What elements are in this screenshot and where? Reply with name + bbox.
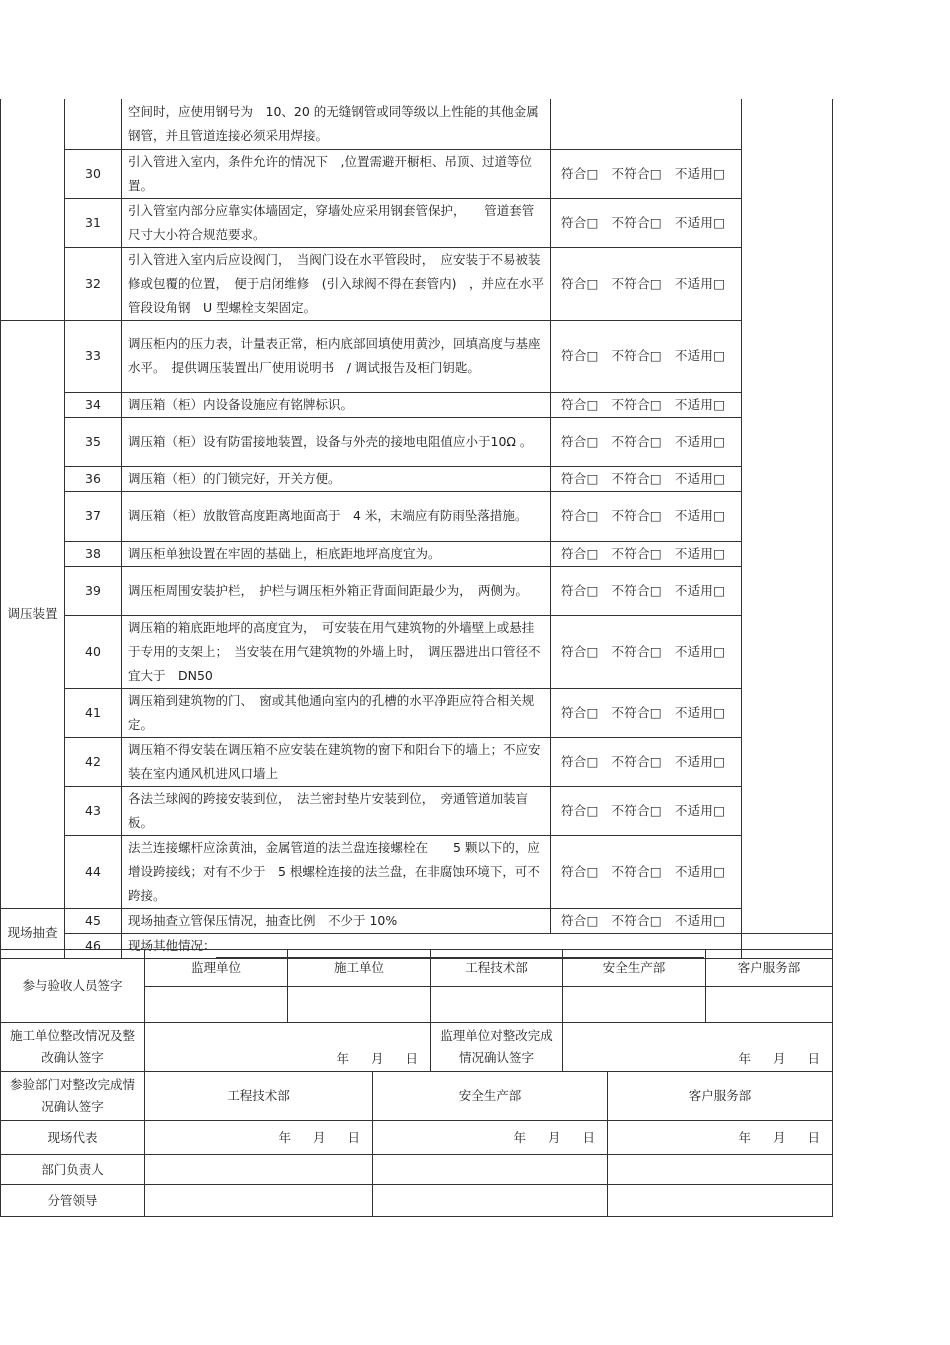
table-row	[1, 615, 833, 688]
sign-cell[interactable]	[563, 987, 706, 1023]
table-row	[1, 149, 833, 198]
day-text: 日	[347, 1129, 360, 1145]
item-description: 调压箱（柜）放散管高度距离地面高于 4 米，末端应有防雨坠落措施。	[122, 491, 551, 541]
item-result-checkboxes[interactable]: 符合□ 不符合□ 不适用□	[551, 491, 742, 541]
item-result-checkboxes[interactable]: 符合□ 不符合□ 不适用□	[551, 149, 742, 198]
item-number: 33	[65, 320, 122, 392]
item-description: 调压箱（柜）的门锁完好，开关方便。	[122, 466, 551, 491]
confirm-label: 参验部门对整改完成情况确认签字	[1, 1072, 145, 1121]
check-table	[0, 99, 833, 959]
item-number: 36	[65, 466, 122, 491]
table-row	[1, 466, 833, 491]
item-result-checkboxes[interactable]: 符合□ 不符合□ 不适用□	[551, 198, 742, 247]
item-description: 调压箱（柜）内设备设施应有铭牌标识。	[122, 392, 551, 417]
year-text: 年	[513, 1129, 526, 1145]
sign-unit-safety: 安全生产部	[563, 950, 706, 987]
item-number: 46	[65, 933, 122, 958]
site-rep-date[interactable]	[608, 1121, 833, 1155]
remark-column[interactable]	[742, 99, 833, 933]
confirm-dept-engineering: 工程技术部	[145, 1072, 373, 1121]
day-text: 日	[807, 1129, 820, 1145]
item-number: 37	[65, 491, 122, 541]
sign-cell[interactable]	[608, 1155, 833, 1185]
day-text: 日	[807, 1051, 820, 1066]
year-text: 年	[738, 1051, 751, 1066]
table-row	[1, 417, 833, 466]
sign-cell[interactable]	[145, 1155, 373, 1185]
row-site-rep: 现场代表	[1, 1121, 145, 1155]
month-text: 月	[312, 1129, 326, 1145]
confirm-dept-customer: 客户服务部	[608, 1072, 833, 1121]
table-row	[1, 491, 833, 541]
item-number: 41	[65, 688, 122, 737]
sign-cell[interactable]	[373, 1155, 608, 1185]
day-text: 日	[405, 1051, 418, 1066]
item-number	[65, 99, 122, 149]
category-chouzha: 现场抽查	[1, 908, 65, 958]
table-row	[1, 99, 833, 149]
confirm-table	[0, 1071, 833, 1217]
item-number: 34	[65, 392, 122, 417]
table-row	[1, 786, 833, 835]
construction-rectify-label: 施工单位整改情况及整改确认签字	[1, 1023, 145, 1072]
item-description: 调压箱不得安装在调压箱不应安装在建筑物的窗下和阳台下的墙上；不应安装在室内通风机进风口墙上	[122, 737, 551, 786]
site-rep-date[interactable]	[373, 1121, 608, 1155]
item-result-checkboxes[interactable]: 符合□ 不符合□ 不适用□	[551, 786, 742, 835]
item-number: 30	[65, 149, 122, 198]
item-result-checkboxes[interactable]: 符合□ 不符合□ 不适用□	[551, 908, 742, 933]
item-result-checkboxes[interactable]: 符合□ 不符合□ 不适用□	[551, 320, 742, 392]
supervision-rectify-date[interactable]	[563, 1023, 833, 1072]
item-result-checkboxes[interactable]: 符合□ 不符合□ 不适用□	[551, 615, 742, 688]
sign-unit-supervision: 监理单位	[145, 950, 288, 987]
item-result-checkboxes[interactable]: 符合□ 不符合□ 不适用□	[551, 737, 742, 786]
table-row	[1, 737, 833, 786]
table-row	[1, 320, 833, 392]
supervision-rectify-label: 监理单位对整改完成情况确认签字	[431, 1023, 563, 1072]
sign-cell[interactable]	[706, 987, 833, 1023]
item-description: 引入管室内部分应靠实体墙固定，穿墙处应采用钢套管保护， 管道套管尺寸大小符合规范要求。	[122, 198, 551, 247]
year-text: 年	[738, 1129, 751, 1145]
item-number: 42	[65, 737, 122, 786]
table-row	[1, 566, 833, 615]
month-text: 月	[772, 1051, 786, 1066]
item-description: 调压柜周围安装护栏， 护栏与调压柜外箱正背面间距最少为， 两侧为。	[122, 566, 551, 615]
sign-label: 参与验收人员签字	[1, 950, 145, 1023]
table-row	[1, 835, 833, 908]
item-number: 39	[65, 566, 122, 615]
item-number: 38	[65, 541, 122, 566]
item-description: 引入管进入室内后应设阀门， 当阀门设在水平管段时， 应安装于不易被装修或包覆的位置， 便于启闭维修 (引入球阀不得在套管内) ，并应在水平管段设角钢 U 型螺栓支架固定。	[122, 247, 551, 320]
row-leader: 分管领导	[1, 1185, 145, 1217]
sign-unit-customer: 客户服务部	[706, 950, 833, 987]
item-description: 现场抽查立管保压情况，抽查比例 不少于 10%	[122, 908, 551, 933]
item-description: 引入管进入室内，条件允许的情况下 ,位置需避开橱柜、吊顶、过道等位置。	[122, 149, 551, 198]
item-number: 43	[65, 786, 122, 835]
item-description: 调压柜单独设置在牢固的基础上，柜底距地坪高度宜为。	[122, 541, 551, 566]
table-row	[1, 198, 833, 247]
item-result-checkboxes[interactable]: 符合□ 不符合□ 不适用□	[551, 417, 742, 466]
category-cell	[1, 99, 65, 320]
item-result-checkboxes[interactable]: 符合□ 不符合□ 不适用□	[551, 541, 742, 566]
item-result-checkboxes[interactable]	[551, 99, 742, 149]
month-text: 月	[772, 1129, 786, 1145]
item-number: 44	[65, 835, 122, 908]
sign-unit-engineering: 工程技术部	[431, 950, 563, 987]
month-text: 月	[547, 1129, 561, 1145]
rectify-table	[0, 1022, 833, 1072]
construction-rectify-date[interactable]	[145, 1023, 431, 1072]
sign-cell[interactable]	[608, 1185, 833, 1217]
sign-table	[0, 949, 833, 1023]
table-row	[1, 541, 833, 566]
year-text: 年	[278, 1129, 291, 1145]
month-text: 月	[370, 1051, 384, 1066]
sign-cell[interactable]	[145, 1185, 373, 1217]
item-description: 调压柜内的压力表，计量表正常，柜内底部回填使用黄沙，回填高度与基座水平。 提供调压装置出厂使用说明书 / 调试报告及柜门钥匙。	[122, 320, 551, 392]
item-number: 40	[65, 615, 122, 688]
confirm-dept-safety: 安全生产部	[373, 1072, 608, 1121]
category-tiaoya: 调压装置	[1, 320, 65, 908]
item-description: 法兰连接螺杆应涂黄油，金属管道的法兰盘连接螺栓在 5 颗以下的，应增设跨接线；对有不少于 5 根螺栓连接的法兰盘，在非腐蚀环境下，可不跨接。	[122, 835, 551, 908]
sign-cell[interactable]	[288, 987, 431, 1023]
sign-cell[interactable]	[145, 987, 288, 1023]
item-result-checkboxes[interactable]: 符合□ 不符合□ 不适用□	[551, 247, 742, 320]
day-text: 日	[582, 1129, 595, 1145]
item-description: 空间时，应使用钢号为 10、20 的无缝钢管或同等级以上性能的其他金属钢管，并且管道连接必须采用焊接。	[122, 99, 551, 149]
item-number: 45	[65, 908, 122, 933]
table-row	[1, 688, 833, 737]
item-result-checkboxes[interactable]: 符合□ 不符合□ 不适用□	[551, 466, 742, 491]
year-text: 年	[336, 1051, 349, 1066]
item-description: 各法兰球阀的跨接安装到位， 法兰密封垫片安装到位， 旁通管道加装盲板。	[122, 786, 551, 835]
row-dept-head: 部门负责人	[1, 1155, 145, 1185]
item-number: 35	[65, 417, 122, 466]
sign-cell[interactable]	[431, 987, 563, 1023]
other-situation-label: 现场其他情况：	[128, 937, 216, 953]
site-rep-date[interactable]	[145, 1121, 373, 1155]
table-row	[1, 392, 833, 417]
item-description: 调压箱（柜）设有防雷接地装置，设备与外壳的接地电阻值应小于10Ω 。	[122, 417, 551, 466]
table-row	[1, 908, 833, 933]
item-result-checkboxes[interactable]: 符合□ 不符合□ 不适用□	[551, 392, 742, 417]
item-result-checkboxes[interactable]: 符合□ 不符合□ 不适用□	[551, 688, 742, 737]
item-description: 调压箱到建筑物的门、 窗或其他通向室内的孔槽的水平净距应符合相关规定。	[122, 688, 551, 737]
item-result-checkboxes[interactable]: 符合□ 不符合□ 不适用□	[551, 835, 742, 908]
sign-cell[interactable]	[373, 1185, 608, 1217]
item-description: 调压箱的箱底距地坪的高度宜为， 可安装在用气建筑物的外墙壁上或悬挂于专用的支架上； 当安装在用气建筑物的外墙上时， 调压器进出口管径不宜大于 DN50	[122, 615, 551, 688]
item-number: 31	[65, 198, 122, 247]
sign-unit-construction: 施工单位	[288, 950, 431, 987]
item-number: 32	[65, 247, 122, 320]
item-result-checkboxes[interactable]: 符合□ 不符合□ 不适用□	[551, 566, 742, 615]
table-row	[1, 247, 833, 320]
